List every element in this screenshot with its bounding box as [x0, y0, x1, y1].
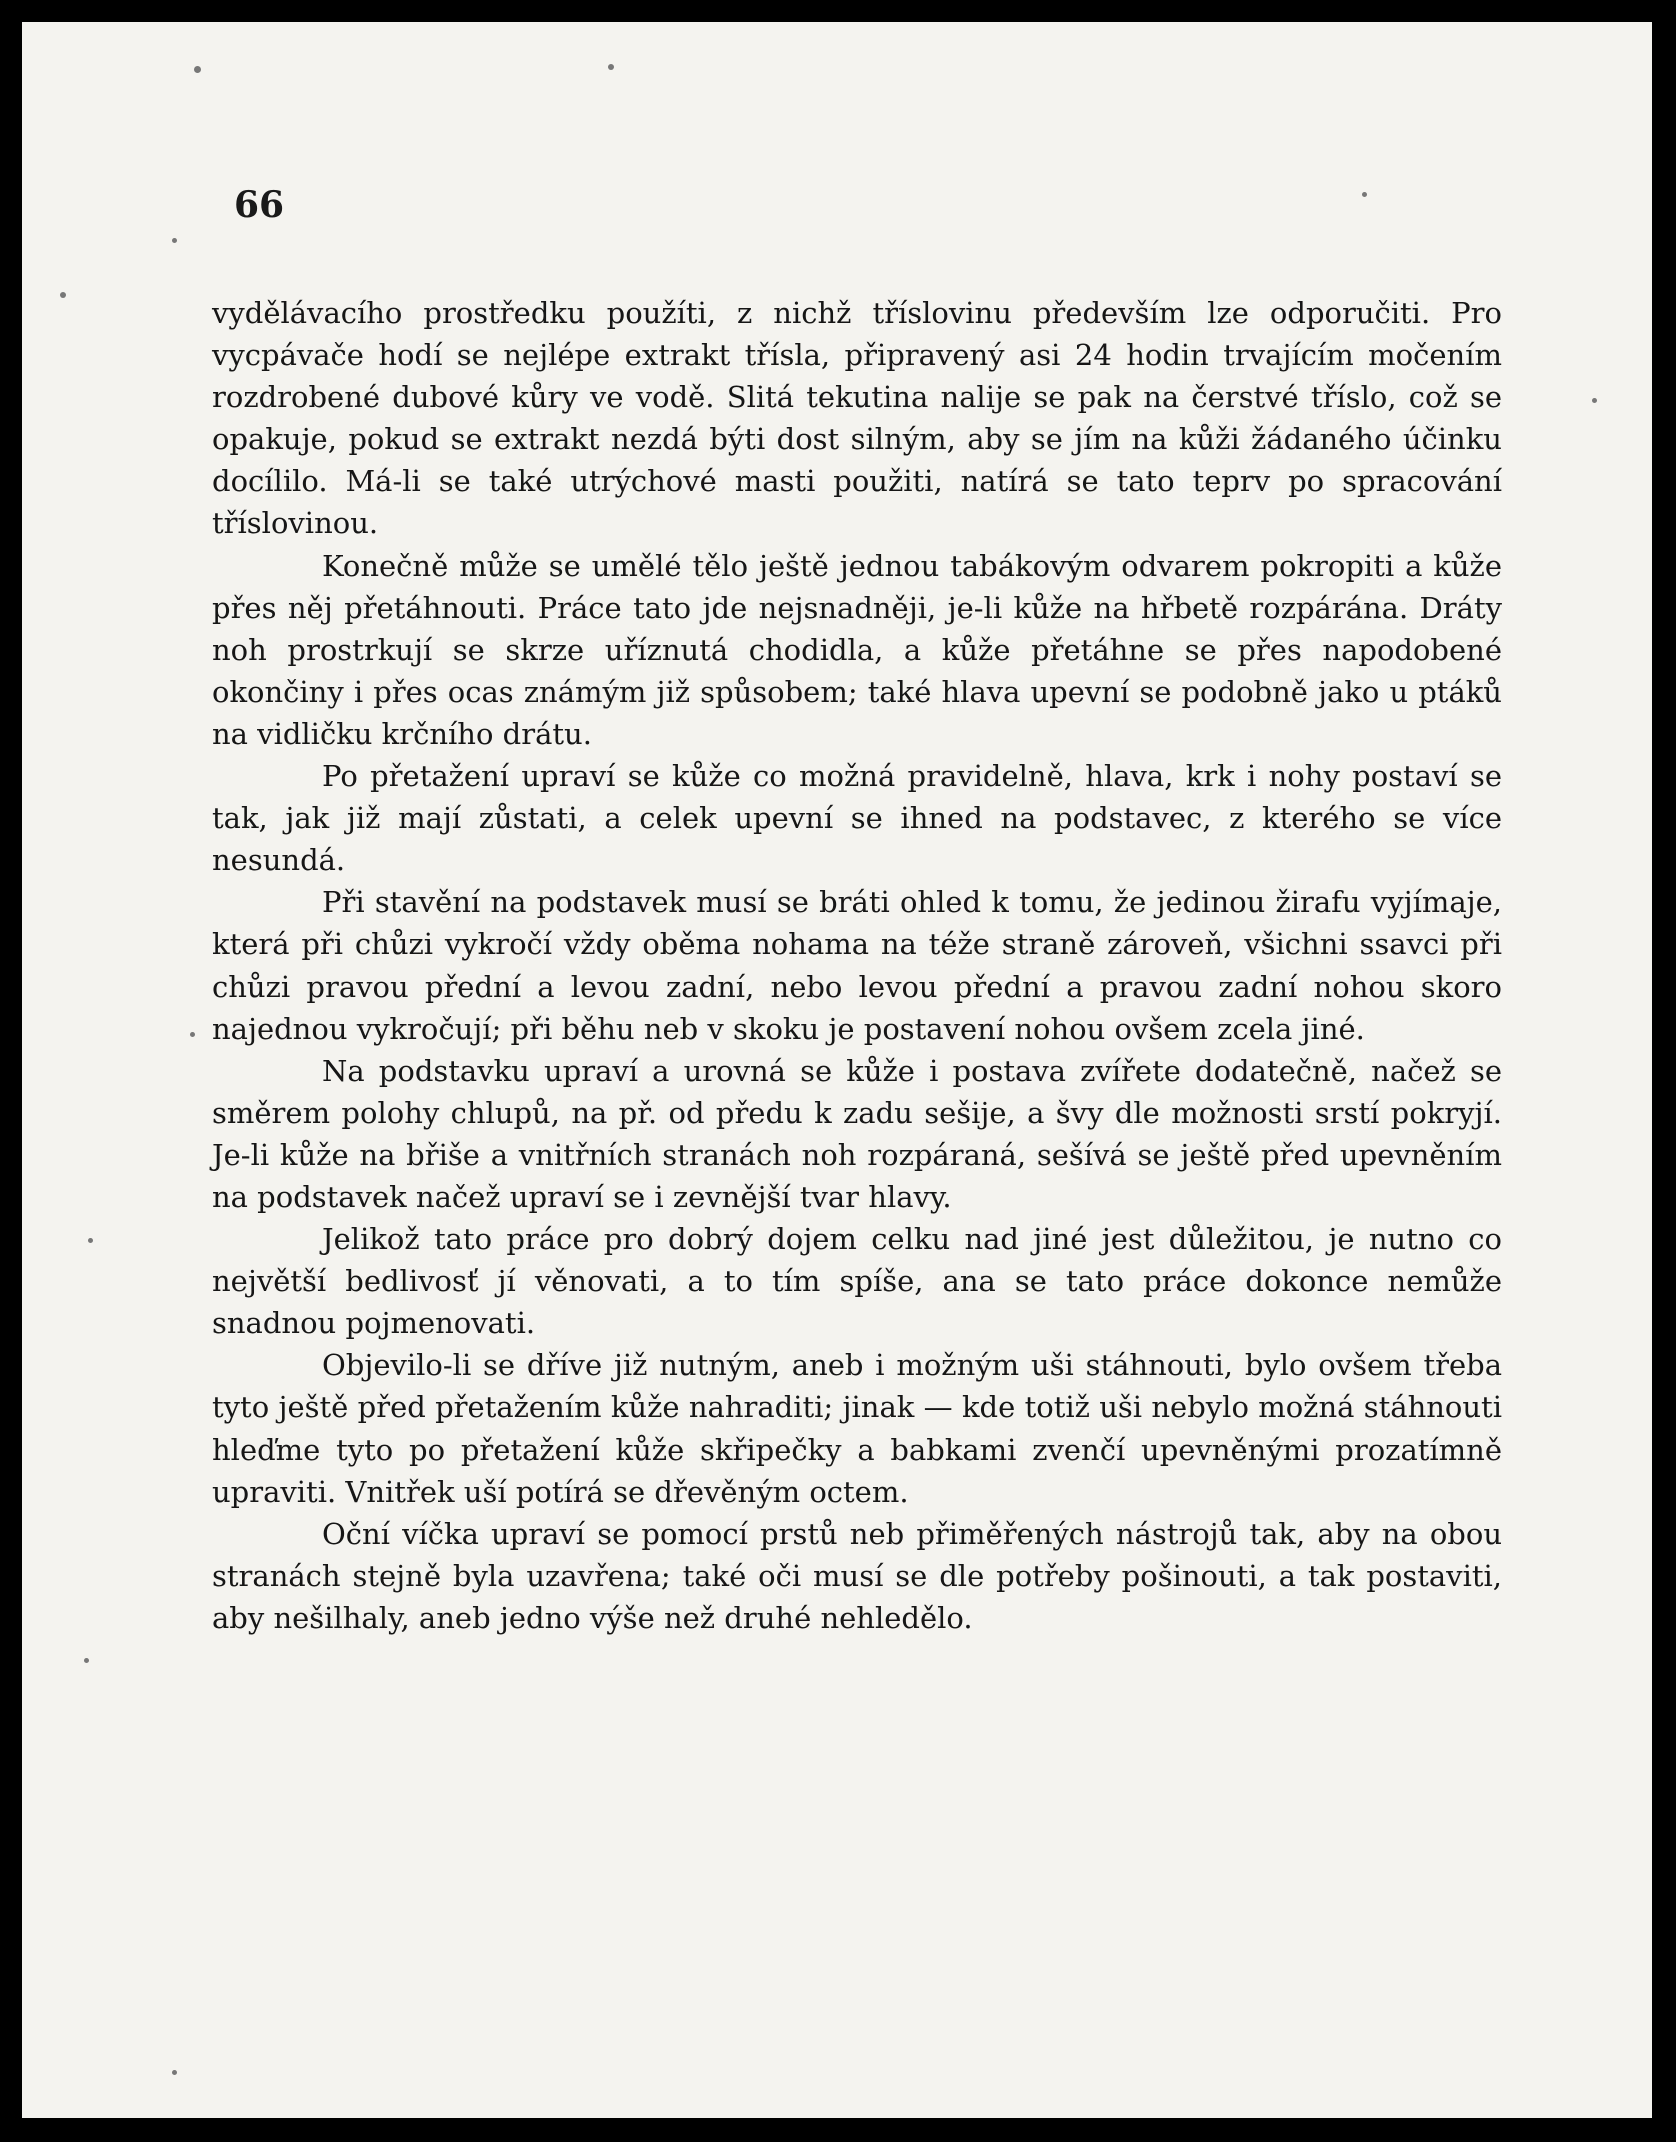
body-text: [212, 292, 1502, 1639]
speck: [190, 1032, 195, 1037]
paragraph: Jelikož tato práce pro dobrý dojem celku nad jiné jest důležitou, je nutno co největší bedlivosť jí věnovati, a to tím spíše, ana se tato práce dokonce nemůže snadnou pojmenovati.: [212, 1222, 1502, 1341]
speck: [88, 1238, 93, 1243]
speck: [172, 2070, 177, 2075]
paragraph: Na podstavku upraví a urovná se kůže i postava zvířete dodatečně, načež se směrem polohy chlupů, na př. od předu k zadu sešije, a švy dle možnosti srstí pokryjí. Je-li kůže na břiše a vnitřních stranách noh rozpáraná, sešívá se ještě před upevněním na podstavek načež upraví se i zevnější tvar hlavy.: [212, 1053, 1502, 1214]
page-number: 66: [234, 184, 285, 226]
paragraph: Při stavění na podstavek musí se bráti ohled k tomu, že jedinou žirafu vyjímaje, která při chůzi vykročí vždy oběma nohama na téže straně zároveň, všichni ssavci při chůzi pravou přední a levou zadní, nebo levou přední a pravou zadní nohou skoro najednou vykročují; při běhu neb v skoku je postavení nohou ovšem zcela jiné.: [212, 885, 1502, 1046]
paragraph: Oční víčka upraví se pomocí prstů neb přiměřených nástrojů tak, aby na obou stranách stejně byla uzavřena; také oči musí se dle potřeby pošinouti, a tak postaviti, aby nešilhaly, aneb jedno výše než druhé nehledělo.: [212, 1516, 1502, 1635]
speck: [194, 66, 201, 73]
speck: [84, 1658, 89, 1663]
speck: [1362, 192, 1367, 197]
paragraph: Objevilo-li se dříve již nutným, aneb i možným uši stáhnouti, bylo ovšem třeba tyto ještě před přetažením kůže nahraditi; jinak — kde totiž uši nebylo možná stáhnouti hleďme tyto po přetažení kůže skřipečky a babkami zvenčí upevněnými prozatímně upraviti. Vnitřek uší potírá se dřevěným octem.: [212, 1348, 1502, 1509]
speck: [608, 64, 614, 70]
paragraph: vydělávacího prostředku použíti, z nichž tříslovinu především lze odporučiti. Pro vycpávače hodí se nejlépe extrakt třísla, připravený asi 24 hodin trvajícím močením rozdrobené dubové kůry ve vodě. Slitá tekutina nalije se pak na čerstvé tříslo, což se opakuje, pokud se extrakt nezdá býti dost silným, aby se jím na kůži žádaného účinku docílilo. Má-li se také utrýchové masti použiti, natírá se tato teprv po spracování tříslovinou.: [212, 296, 1502, 541]
speck: [1592, 398, 1597, 403]
speck: [60, 292, 66, 298]
paragraph: Konečně může se umělé tělo ještě jednou tabákovým odvarem pokropiti a kůže přes něj přetáhnouti. Práce tato jde nejsnadněji, je-li kůže na hřbetě rozpárána. Dráty noh prostrkují se skrze uříznutá chodidla, a kůže přetáhne se přes napodobené okončiny i přes ocas známým již spůsobem; také hlava upevní se podobně jako u ptáků na vidličku krčního drátu.: [212, 548, 1502, 751]
paragraph: Po přetažení upraví se kůže co možná pravidelně, hlava, krk i nohy postaví se tak, jak již mají zůstati, a celek upevní se ihned na podstavec, z kterého se více nesundá.: [212, 759, 1502, 878]
speck: [172, 238, 177, 243]
